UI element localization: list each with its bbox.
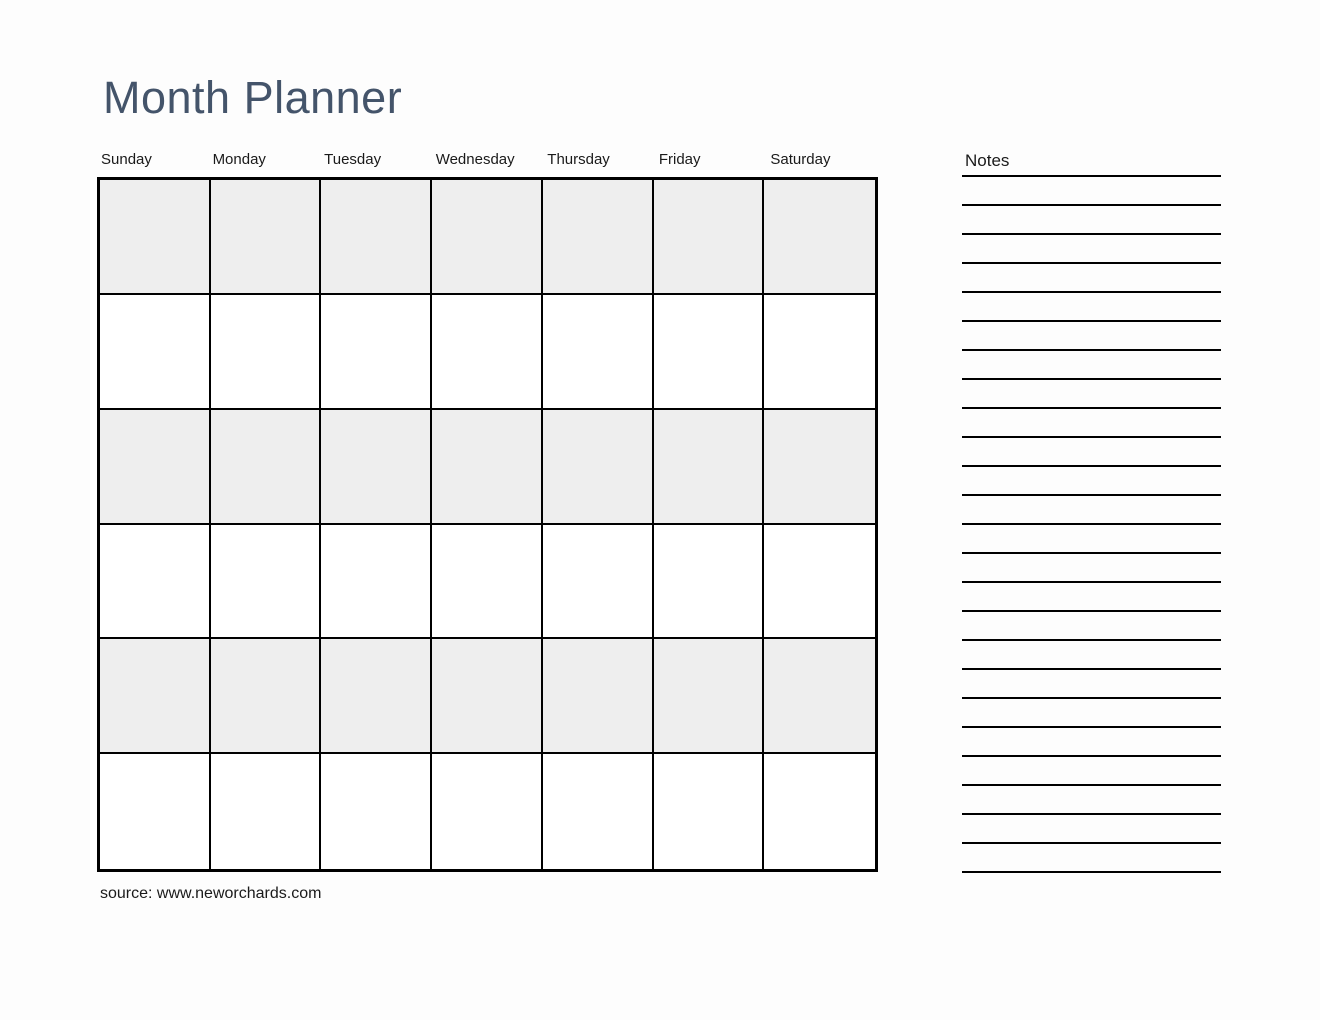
notes-line[interactable] (962, 554, 1221, 583)
calendar-cell[interactable] (654, 410, 765, 525)
calendar-cell[interactable] (211, 525, 322, 640)
notes-line[interactable] (962, 786, 1221, 815)
notes-line[interactable] (962, 757, 1221, 786)
calendar-cell[interactable] (764, 295, 875, 410)
calendar-cell[interactable] (321, 180, 432, 295)
notes-line[interactable] (962, 670, 1221, 699)
notes-header (962, 150, 1221, 177)
calendar-cell[interactable] (764, 639, 875, 754)
calendar-grid (97, 177, 878, 872)
calendar-cell[interactable] (432, 295, 543, 410)
calendar-cell[interactable] (321, 639, 432, 754)
day-header-wednesday: Wednesday (435, 151, 515, 168)
notes-line[interactable] (962, 525, 1221, 554)
calendar-cell[interactable] (211, 180, 322, 295)
calendar-cell[interactable] (432, 754, 543, 869)
notes-line[interactable] (962, 438, 1221, 467)
day-header-saturday: Saturday (770, 151, 831, 168)
calendar-cell[interactable] (321, 295, 432, 410)
notes-line[interactable] (962, 641, 1221, 670)
calendar-cell[interactable] (543, 525, 654, 640)
calendar-cell[interactable] (543, 754, 654, 869)
calendar-cell[interactable] (100, 410, 211, 525)
calendar-cell[interactable] (321, 754, 432, 869)
calendar-cell[interactable] (764, 410, 875, 525)
notes-lines (962, 177, 1221, 873)
source-text: source: www.neworchards.com (100, 885, 322, 902)
day-header-row (97, 149, 878, 171)
calendar-cell[interactable] (211, 639, 322, 754)
notes-section (962, 150, 1221, 873)
calendar-cell[interactable] (321, 525, 432, 640)
calendar-cell[interactable] (654, 295, 765, 410)
notes-line[interactable] (962, 467, 1221, 496)
calendar-cell[interactable] (654, 754, 765, 869)
notes-line[interactable] (962, 496, 1221, 525)
calendar-cell[interactable] (100, 180, 211, 295)
calendar-cell[interactable] (432, 525, 543, 640)
notes-line[interactable] (962, 235, 1221, 264)
calendar-cell[interactable] (100, 754, 211, 869)
calendar-cell[interactable] (211, 754, 322, 869)
day-header-thursday: Thursday (547, 151, 610, 168)
calendar-cell[interactable] (764, 754, 875, 869)
notes-line[interactable] (962, 293, 1221, 322)
notes-line[interactable] (962, 815, 1221, 844)
notes-line[interactable] (962, 612, 1221, 641)
notes-line[interactable] (962, 583, 1221, 612)
calendar-cell[interactable] (543, 410, 654, 525)
calendar-cell[interactable] (543, 180, 654, 295)
calendar-cell[interactable] (211, 410, 322, 525)
day-header-tuesday: Tuesday (324, 151, 382, 168)
day-header-monday: Monday (212, 151, 266, 168)
notes-line[interactable] (962, 699, 1221, 728)
calendar-cell[interactable] (764, 525, 875, 640)
day-header-sunday: Sunday (101, 151, 152, 168)
notes-line[interactable] (962, 177, 1221, 206)
calendar-cell[interactable] (321, 410, 432, 525)
notes-line[interactable] (962, 728, 1221, 757)
notes-line[interactable] (962, 264, 1221, 293)
notes-line[interactable] (962, 322, 1221, 351)
calendar-cell[interactable] (100, 295, 211, 410)
calendar-cell[interactable] (432, 410, 543, 525)
calendar-cell[interactable] (543, 295, 654, 410)
notes-line[interactable] (962, 351, 1221, 380)
day-header-friday: Friday (658, 151, 701, 168)
calendar-cell[interactable] (543, 639, 654, 754)
calendar-cell[interactable] (654, 180, 765, 295)
calendar-cell[interactable] (211, 295, 322, 410)
calendar-cell[interactable] (432, 639, 543, 754)
notes-line[interactable] (962, 409, 1221, 438)
notes-line[interactable] (962, 206, 1221, 235)
calendar-cell[interactable] (764, 180, 875, 295)
notes-label: Notes (965, 151, 1010, 170)
calendar-cell[interactable] (654, 639, 765, 754)
calendar-cell[interactable] (432, 180, 543, 295)
notes-line[interactable] (962, 380, 1221, 409)
calendar-cell[interactable] (654, 525, 765, 640)
calendar-cell[interactable] (100, 639, 211, 754)
calendar-cell[interactable] (100, 525, 211, 640)
notes-line[interactable] (962, 844, 1221, 873)
page-title: Month Planner (103, 72, 403, 123)
